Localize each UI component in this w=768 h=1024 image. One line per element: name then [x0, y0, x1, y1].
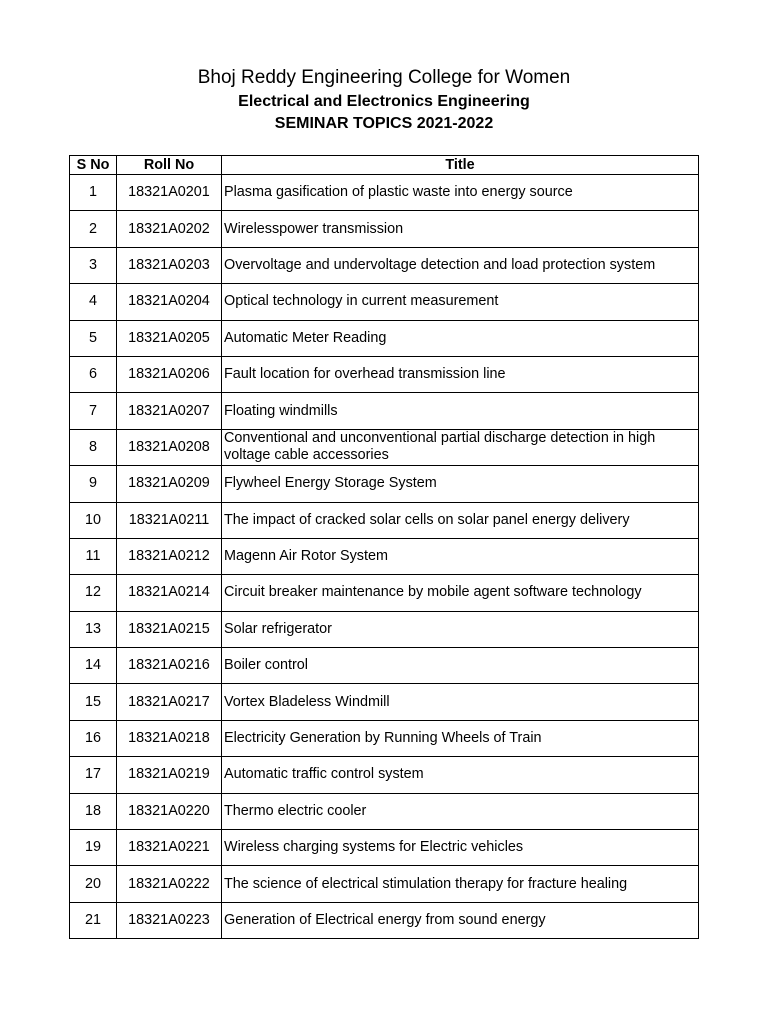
cell-roll-no: 18321A0207: [117, 393, 222, 429]
table-row: [70, 175, 699, 211]
cell-sno: 17: [70, 757, 117, 793]
cell-roll-no: 18321A0214: [117, 575, 222, 611]
cell-roll-no: 18321A0201: [117, 175, 222, 211]
college-name: Bhoj Reddy Engineering College for Women: [197, 67, 571, 88]
table-row: [70, 538, 699, 574]
cell-title: Overvoltage and undervoltage detection and load protection system: [222, 247, 699, 283]
table-row: [70, 648, 699, 684]
cell-sno: 4: [70, 284, 117, 320]
table-row: [70, 830, 699, 866]
cell-roll-no: 18321A0212: [117, 538, 222, 574]
cell-title: Magenn Air Rotor System: [222, 538, 699, 574]
cell-sno: 20: [70, 866, 117, 902]
cell-title: Conventional and unconventional partial discharge detection in high voltage cable accessories: [222, 429, 699, 465]
cell-sno: 14: [70, 648, 117, 684]
cell-roll-no: 18321A0204: [117, 284, 222, 320]
cell-sno: 16: [70, 720, 117, 756]
cell-roll-no: 18321A0208: [117, 429, 222, 465]
seminar-topics-table: [69, 155, 699, 939]
cell-roll-no: 18321A0222: [117, 866, 222, 902]
department-name: Electrical and Electronics Engineering: [238, 93, 530, 110]
table-row: [70, 502, 699, 538]
document-subtitle: SEMINAR TOPICS 2021-2022: [274, 115, 494, 132]
cell-title: Floating windmills: [222, 393, 699, 429]
table-row: [70, 684, 699, 720]
cell-title: Vortex Bladeless Windmill: [222, 684, 699, 720]
table-row: [70, 393, 699, 429]
cell-sno: 1: [70, 175, 117, 211]
cell-sno: 13: [70, 611, 117, 647]
cell-sno: 18: [70, 793, 117, 829]
table-row: [70, 211, 699, 247]
cell-title: Circuit breaker maintenance by mobile agent software technology: [222, 575, 699, 611]
cell-roll-no: 18321A0203: [117, 247, 222, 283]
column-header-sno: S No: [70, 156, 117, 175]
cell-title: Solar refrigerator: [222, 611, 699, 647]
cell-title: Boiler control: [222, 648, 699, 684]
cell-sno: 6: [70, 356, 117, 392]
table-row: [70, 793, 699, 829]
table-row: [70, 757, 699, 793]
table-body: [70, 175, 699, 939]
cell-title: Wirelesspower transmission: [222, 211, 699, 247]
table-header-row: [70, 156, 699, 175]
cell-title: Optical technology in current measurement: [222, 284, 699, 320]
table-row: [70, 466, 699, 502]
table-row: [70, 611, 699, 647]
cell-title: Fault location for overhead transmission line: [222, 356, 699, 392]
cell-roll-no: 18321A0220: [117, 793, 222, 829]
cell-title: The impact of cracked solar cells on solar panel energy delivery: [222, 502, 699, 538]
cell-title: Automatic Meter Reading: [222, 320, 699, 356]
cell-roll-no: 18321A0211: [117, 502, 222, 538]
cell-sno: 3: [70, 247, 117, 283]
cell-title: Automatic traffic control system: [222, 757, 699, 793]
table-row: [70, 284, 699, 320]
cell-sno: 9: [70, 466, 117, 502]
cell-title: Electricity Generation by Running Wheels of Train: [222, 720, 699, 756]
cell-sno: 11: [70, 538, 117, 574]
cell-sno: 7: [70, 393, 117, 429]
table-row: [70, 429, 699, 465]
cell-roll-no: 18321A0217: [117, 684, 222, 720]
cell-roll-no: 18321A0202: [117, 211, 222, 247]
table-row: [70, 575, 699, 611]
cell-title: The science of electrical stimulation therapy for fracture healing: [222, 866, 699, 902]
cell-roll-no: 18321A0205: [117, 320, 222, 356]
cell-title: Thermo electric cooler: [222, 793, 699, 829]
cell-title: Generation of Electrical energy from sound energy: [222, 902, 699, 938]
cell-roll-no: 18321A0218: [117, 720, 222, 756]
table-row: [70, 720, 699, 756]
cell-roll-no: 18321A0221: [117, 830, 222, 866]
cell-title: Wireless charging systems for Electric vehicles: [222, 830, 699, 866]
cell-sno: 15: [70, 684, 117, 720]
table-row: [70, 902, 699, 938]
cell-roll-no: 18321A0215: [117, 611, 222, 647]
cell-sno: 8: [70, 429, 117, 465]
cell-title: Flywheel Energy Storage System: [222, 466, 699, 502]
table-row: [70, 356, 699, 392]
cell-title: Plasma gasification of plastic waste into energy source: [222, 175, 699, 211]
cell-sno: 2: [70, 211, 117, 247]
cell-sno: 12: [70, 575, 117, 611]
cell-sno: 5: [70, 320, 117, 356]
cell-sno: 19: [70, 830, 117, 866]
cell-roll-no: 18321A0223: [117, 902, 222, 938]
column-header-title: Title: [222, 156, 699, 175]
table-row: [70, 866, 699, 902]
table-row: [70, 320, 699, 356]
cell-sno: 21: [70, 902, 117, 938]
cell-roll-no: 18321A0219: [117, 757, 222, 793]
column-header-roll-no: Roll No: [117, 156, 222, 175]
cell-roll-no: 18321A0206: [117, 356, 222, 392]
table-row: [70, 247, 699, 283]
cell-roll-no: 18321A0216: [117, 648, 222, 684]
cell-roll-no: 18321A0209: [117, 466, 222, 502]
cell-sno: 10: [70, 502, 117, 538]
